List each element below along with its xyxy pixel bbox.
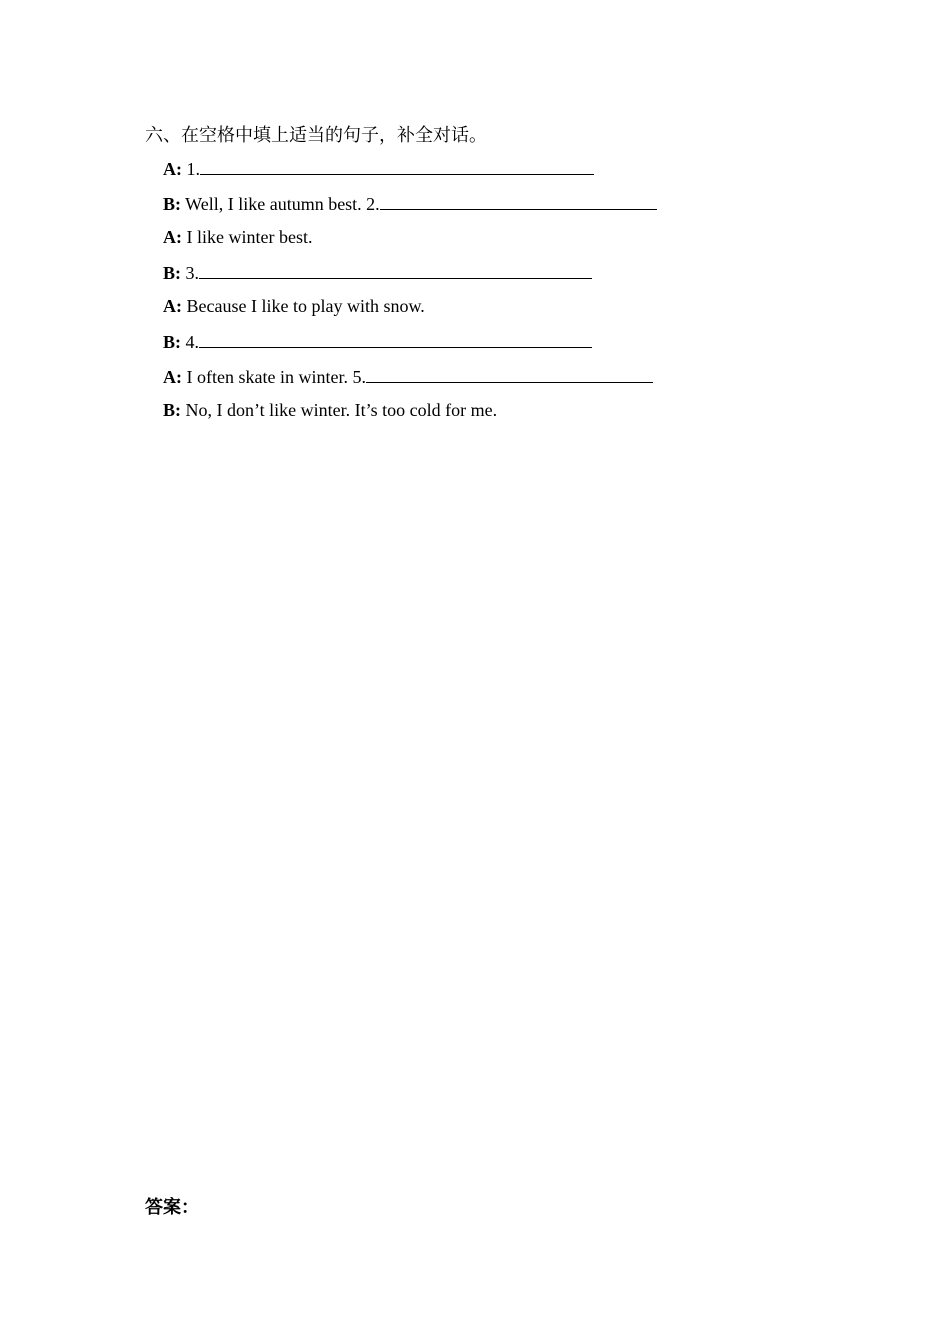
dialogue-line-4 xyxy=(163,260,883,295)
speaker-label: B: xyxy=(163,331,181,352)
dialogue-line-8 xyxy=(163,398,883,433)
dialogue-list xyxy=(163,156,883,433)
answer-blank-1[interactable] xyxy=(200,156,594,175)
speaker-label: A: xyxy=(163,296,182,317)
line-text: 3. xyxy=(181,262,199,283)
dialogue-line-7 xyxy=(163,364,883,399)
answer-blank-4[interactable] xyxy=(199,329,592,348)
speaker-label: B: xyxy=(163,400,181,421)
line-text: I like winter best. xyxy=(182,227,313,248)
answer-blank-5[interactable] xyxy=(366,364,653,383)
line-text: Well, I like autumn best. 2. xyxy=(181,193,380,214)
section-title: 六、在空格中填上适当的句子，补全对话。 xyxy=(145,125,487,146)
dialogue-line-3 xyxy=(163,225,883,260)
answer-blank-2[interactable] xyxy=(380,191,657,210)
speaker-label: A: xyxy=(163,366,182,387)
dialogue-line-1 xyxy=(163,156,883,191)
line-text: 4. xyxy=(181,331,199,352)
dialogue-line-5 xyxy=(163,294,883,329)
speaker-label: B: xyxy=(163,193,181,214)
answer-heading: 答案： xyxy=(145,1197,199,1218)
speaker-label: A: xyxy=(163,159,182,179)
speaker-label: A: xyxy=(163,227,182,248)
speaker-label: B: xyxy=(163,262,181,283)
dialogue-line-6 xyxy=(163,329,883,364)
line-text: 1. xyxy=(182,159,200,179)
line-text: No, I don’t like winter. It’s too cold for me. xyxy=(181,400,498,421)
line-text: I often skate in winter. 5. xyxy=(182,366,366,387)
line-text: Because I like to play with snow. xyxy=(182,296,425,317)
answer-blank-3[interactable] xyxy=(199,260,592,279)
dialogue-line-2 xyxy=(163,191,883,226)
